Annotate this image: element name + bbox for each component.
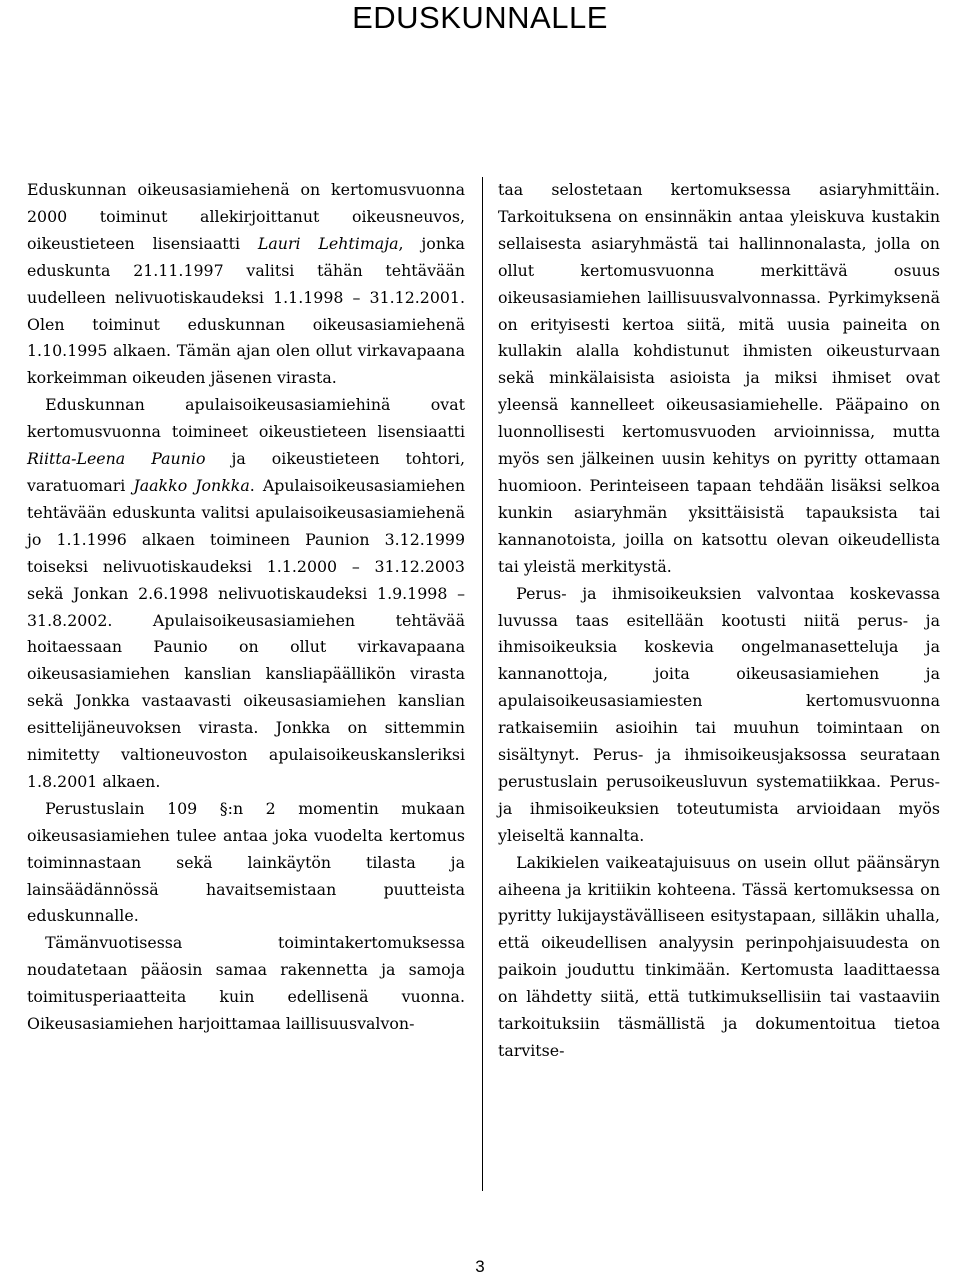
paragraph [27,392,465,796]
person-name: Lauri Lehtimaja [257,233,399,253]
paragraph: Perustuslain 109 §:n 2 momentin mukaan oikeusasiamiehen tulee antaa joka vuodelta kertomus toiminnastaan sekä lainkäytön tilasta ja lainsäädännössä havaitsemistaan puutteista eduskunnalle. [27,798,465,926]
paragraph-text: , jonka eduskunta 21.11.1997 valitsi tähän tehtävään uudelleen nelivuotiskaudeksi 1.1.1998 – 31.12.2001. Olen toiminut eduskunnan oikeusasiamiehenä 1.10.1995 alkaen. Tämän ajan olen ollut virkavapaana korkeimman oikeuden jäsenen virasta. [27,233,465,388]
paragraph: Perus- ja ihmisoikeuksien valvontaa koskevassa luvussa taas esitellään kootusti niitä perus- ja ihmisoikeuksia koskevia ongelmanasetteluja ja kannanottoja, joita oikeusasiamiehen ja apulaisoikeusasiamiesten kertomusvuonna ratkaisemiin asioihin tai muuhun toimintaan on sisältynyt. Perus- ja ihmisoikeusjaksossa seurataan perustuslain perusoikeusluvun systematiikkaa. Perus- ja ihmisoikeuksien toteutumista arvioidaan myös yleiseltä kannalta. [498,583,940,845]
paragraph [27,177,465,392]
paragraph-text: Eduskunnan oikeusasiamiehenä on kertomusvuonna 2000 toiminut allekirjoittanut oikeusneuvos, oikeustieteen lisensiaatti [27,180,465,253]
column-divider [482,177,483,1191]
paragraph-text: ja oikeustieteen tohtori, varatuomari [27,449,465,495]
page-title: EDUSKUNNALLE [352,0,608,35]
person-name: Jaakko Jonkka [133,475,250,495]
paragraph: taa selostetaan kertomuksessa asiaryhmittäin. Tarkoituksena on ensinnäkin antaa yleiskuva kustakin sellaisesta asiaryhmästä tai hallinnonalasta, jolla on ollut kertomusvuonna merkittävä osuus oikeusasiamiehen laillisuusvalvonnassa. Pyrkimyksenä on erityisesti kertoa siitä, mitä uusia paineita on kullakin alalla kohdistunut ihmisten oikeusturvaan sekä minkälaisista asioista ja miksi ihmiset ovat yleensä kannelleet oikeusasiamiehelle. Pääpaino on luonnollisesti kertomusvuoden arvioinnissa, mutta myös sen jälkeinen uusin kehitys on pyritty ottamaan huomioon. Perinteiseen tapaan tehdään lisäksi selkoa kunkin asiaryhmän yksittäisistä tapauksista tai kannanotoista, joilla on katsottu olevan oikeudellista tai yleistä merkitystä. [498,180,940,576]
left-column [27,177,465,1038]
paragraph: Tämänvuotisessa toimintakertomuksessa noudatetaan pääosin samaa rakennetta ja samoja toimitusperiaatteita kuin edellisenä vuonna. Oikeusasiamiehen harjoittamaa laillisuusvalvon- [27,933,465,1034]
paragraph: Lakikielen vaikeatajuisuus on usein ollut päänsäryn aiheena ja kritiikin kohteena. Tässä kertomuksessa on pyritty lukijaystävälliseen esitystapaan, silläkin uhalla, että oikeudellisen analyysin perinpohjaisuudesta on paikoin jouduttu tinkimään. Kertomusta laadittaessa on lähdetty siitä, että tutkimuksellisiin tai vastaaviin tarkoituksiin täsmällistä ja dokumentoitua tietoa tarvitse- [498,852,940,1060]
right-column [498,177,940,1065]
paragraph-text: . Apulaisoikeusasiamiehen tehtävään eduskunta valitsi apulaisoikeusasiamiehenä jo 1.1.1996 alkaen toimineen Paunion 3.12.1999 toiseksi nelivuotiskaudeksi 1.1.2000 – 31.12.2003 sekä Jonkan 2.6.1998 nelivuotiskaudeksi 1.9.1998 – 31.8.2002. Apulaisoikeusasiamiehen tehtävää hoitaessaan Paunio on ollut virkavapaana oikeusasiamiehen kanslian kansliapäällikön virasta sekä Jonkka vastaavasti oikeusasiamiehen kanslian esittelijäneuvoksen virasta. Jonkka on sittemmin nimitetty valtioneuvoston apulaisoikeuskansleriksi 1.8.2001 alkaen. [27,475,465,791]
paragraph-text: Eduskunnan apulaisoikeusasiamiehinä ovat kertomusvuonna toimineet oikeustieteen lisensiaatti [27,395,465,442]
person-name: Riitta-Leena Paunio [27,449,206,469]
page-number: 3 [475,1257,485,1276]
